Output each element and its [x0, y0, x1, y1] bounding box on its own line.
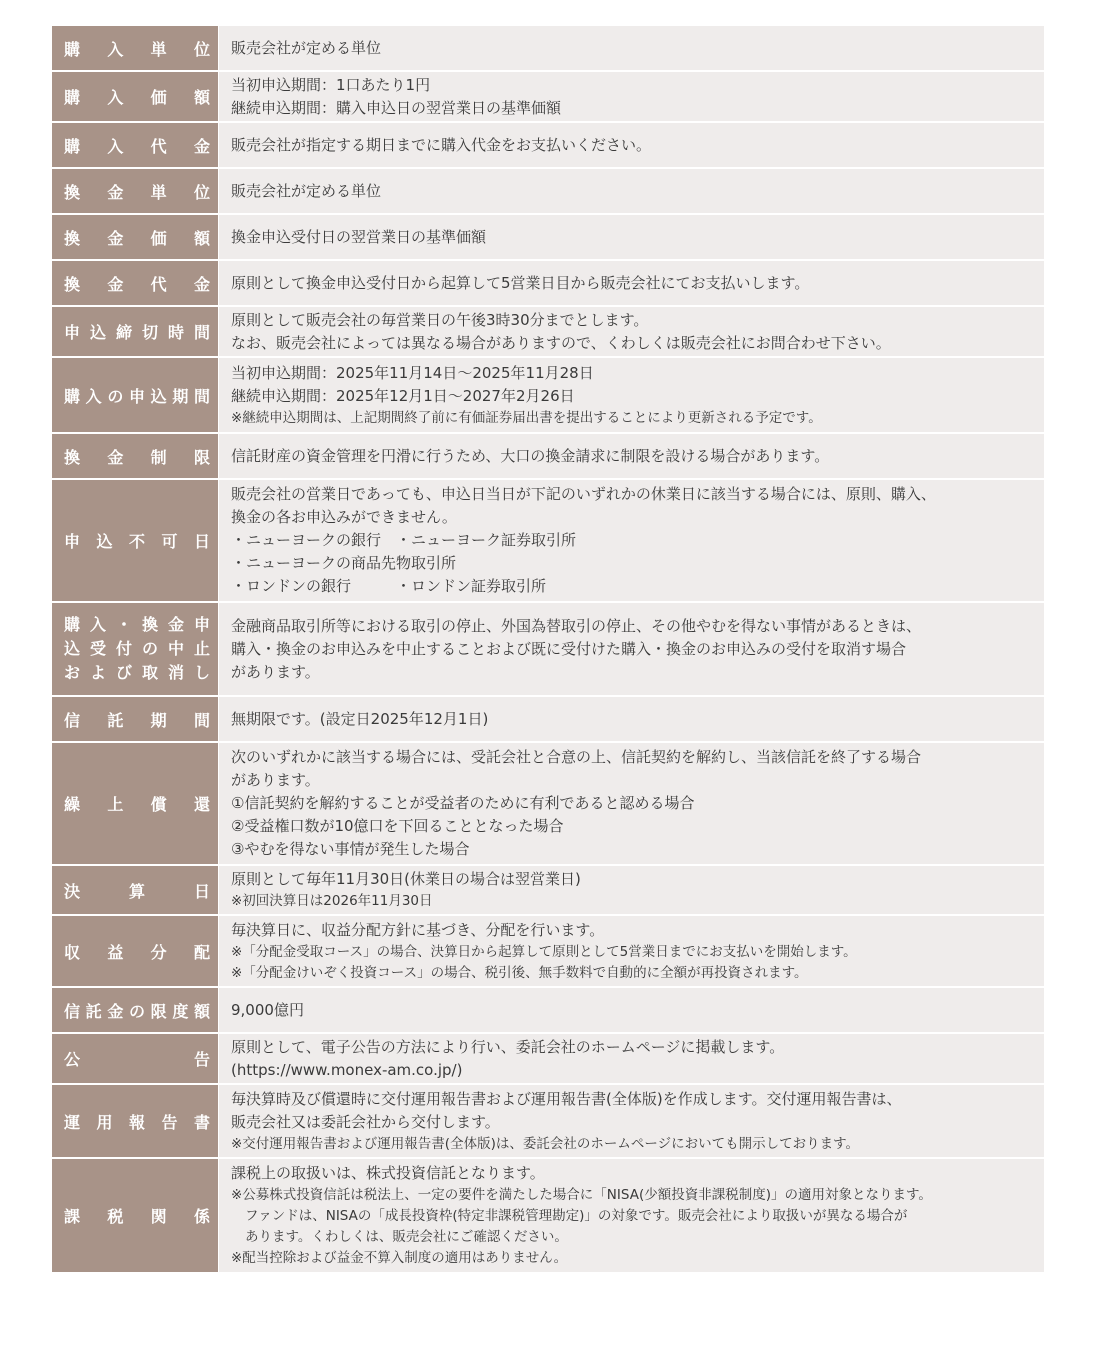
label-line: および取消し — [64, 663, 210, 682]
value-line: 毎決算時及び償還時に交付運用報告書および運用報告書(全体版)を作成します。交付運用報告書は、 — [231, 1089, 902, 1108]
value-note: ※配当控除および益金不算入制度の適用はありません。 — [231, 1250, 568, 1266]
row-label: 換金代金 — [52, 261, 218, 305]
value-line: 原則として販売会社の毎営業日の午後3時30分までとします。 — [231, 310, 649, 329]
value-line: (https://www.monex-am.co.jp/) — [231, 1060, 463, 1079]
row-application-period — [52, 358, 1044, 432]
value-line: ①信託契約を解約することが受益者のために有利であると認める場合 — [231, 794, 695, 812]
row-label: 課税関係 — [52, 1159, 218, 1272]
row-value — [219, 434, 1044, 478]
row-label: 繰上償還 — [52, 743, 218, 864]
value-note: ※継続申込期間は、上記期間終了前に有価証券届出書を提出することにより更新される予定です。 — [231, 409, 822, 426]
row-label: 購入価額 — [52, 72, 218, 121]
row-redemption-limit — [52, 434, 1044, 478]
value-line: があります。 — [231, 662, 320, 681]
row-label: 申込不可日 — [52, 480, 218, 601]
value-note: あります。くわしくは、販売会社にご確認ください。 — [245, 1229, 568, 1245]
value-line: 販売会社又は委託会社から交付します。 — [231, 1112, 500, 1131]
value-line: ・ニューヨークの商品先物取引所 — [231, 554, 457, 572]
row-redemption-price — [52, 215, 1044, 259]
value-line: 信託財産の資金管理を円滑に行うため、大口の換金請求に制限を設ける場合があります。 — [231, 446, 830, 465]
row-public-notice — [52, 1034, 1044, 1083]
row-label: 購入単位 — [52, 26, 218, 70]
value-line: 原則として毎年11月30日(休業日の場合は翌営業日) — [231, 870, 581, 888]
value-line: 次のいずれかに該当する場合には、受託会社と合意の上、信託契約を解約し、当該信託を終了する場合 — [231, 748, 922, 766]
row-label: 換金単位 — [52, 169, 218, 213]
row-label: 決算日 — [52, 866, 218, 914]
row-value — [219, 215, 1044, 259]
value-line: 購入・換金のお申込みを中止することおよび既に受付けた購入・換金のお申込みの受付を取消す場合 — [231, 639, 907, 658]
row-label — [52, 603, 218, 695]
row-label: 購入の申込期間 — [52, 358, 218, 432]
value-line: 当初申込期間：2025年11月14日～2025年11月28日 — [231, 363, 594, 382]
row-purchase-unit — [52, 26, 1044, 70]
value-line: 毎決算日に、収益分配方針に基づき、分配を行います。 — [231, 920, 605, 939]
value-line: 換金申込受付日の翌営業日の基準価額 — [231, 227, 487, 246]
value-line: 販売会社が定める単位 — [231, 38, 382, 57]
row-non-business-days — [52, 480, 1044, 601]
value-note: ※初回決算日は2026年11月30日 — [231, 893, 433, 909]
row-value — [219, 307, 1044, 356]
value-line: 無期限です。(設定日2025年12月1日) — [231, 709, 489, 728]
value-note: ※交付運用報告書および運用報告書(全体版)は、委託会社のホームページにおいても開示しております。 — [231, 1135, 859, 1152]
value-line: ②受益権口数が10億口を下回ることとなった場合 — [231, 817, 564, 835]
row-label: 換金制限 — [52, 434, 218, 478]
row-taxation — [52, 1159, 1044, 1272]
row-label: 申込締切時間 — [52, 307, 218, 356]
row-value — [219, 743, 1044, 864]
row-label: 信託金の限度額 — [52, 988, 218, 1032]
row-management-report — [52, 1085, 1044, 1157]
label-line: 購入・換金申 — [64, 615, 210, 634]
row-redemption-payment — [52, 261, 1044, 305]
row-value — [219, 261, 1044, 305]
row-cutoff-time — [52, 307, 1044, 356]
row-label: 運用報告書 — [52, 1085, 218, 1157]
value-line: 金融商品取引所等における取引の停止、外国為替取引の停止、その他やむを得ない事情があるときは、 — [231, 616, 922, 635]
row-value — [219, 603, 1044, 695]
row-label: 収益分配 — [52, 916, 218, 986]
row-early-redemption — [52, 743, 1044, 864]
row-value — [219, 866, 1044, 914]
value-line: 原則として、電子公告の方法により行い、委託会社のホームページに掲載します。 — [231, 1037, 785, 1056]
value-line: ・ロンドンの銀行 ・ロンドン証券取引所 — [231, 577, 547, 595]
value-line: ③やむを得ない事情が発生した場合 — [231, 840, 470, 858]
row-value — [219, 1085, 1044, 1157]
row-value — [219, 72, 1044, 121]
value-line: 販売会社の営業日であっても、申込日当日が下記のいずれかの休業日に該当する場合には、原則、購入、 — [231, 485, 936, 503]
value-line: 継続申込期間：購入申込日の翌営業日の基準価額 — [231, 98, 562, 117]
value-line: 9,000億円 — [231, 1000, 304, 1019]
value-line: ・ニューヨークの銀行 ・ニューヨーク証券取引所 — [231, 531, 577, 549]
row-label: 購入代金 — [52, 123, 218, 167]
row-label: 換金価額 — [52, 215, 218, 259]
row-label: 信託期間 — [52, 697, 218, 741]
row-redemption-unit — [52, 169, 1044, 213]
row-value — [219, 1034, 1044, 1083]
value-line: なお、販売会社によっては異なる場合がありますので、くわしくは販売会社にお問合わせ下さい。 — [231, 333, 891, 352]
value-line: 販売会社が定める単位 — [231, 181, 382, 200]
value-line: 換金の各お申込みができません。 — [231, 508, 457, 526]
row-value — [219, 697, 1044, 741]
row-trust-limit — [52, 988, 1044, 1032]
value-note: ※公募株式投資信託は税法上、一定の要件を満たした場合に「NISA(少額投資非課税制度)」の適用対象となります。 — [231, 1187, 932, 1203]
row-value — [219, 123, 1044, 167]
value-line: 原則として換金申込受付日から起算して5営業日目から販売会社にてお支払いします。 — [231, 273, 810, 292]
value-line: 販売会社が指定する期日までに購入代金をお支払いください。 — [231, 135, 652, 154]
label-line: 込受付の中止 — [64, 639, 210, 658]
row-value — [219, 1159, 1044, 1272]
row-value — [219, 988, 1044, 1032]
row-purchase-price — [52, 72, 1044, 121]
row-value — [219, 26, 1044, 70]
row-value — [219, 480, 1044, 601]
value-line: 当初申込期間：1口あたり1円 — [231, 75, 431, 94]
row-trust-period — [52, 697, 1044, 741]
row-income-distribution — [52, 916, 1044, 986]
value-note: ※「分配金受取コース」の場合、決算日から起算して原則として5営業日までにお支払いを開始します。 — [231, 943, 857, 960]
value-line: 課税上の取扱いは、株式投資信託となります。 — [231, 1164, 545, 1182]
row-value — [219, 916, 1044, 986]
row-value — [219, 358, 1044, 432]
value-line: があります。 — [231, 771, 320, 789]
row-value — [219, 169, 1044, 213]
row-label: 公告 — [52, 1034, 218, 1083]
value-line: 継続申込期間：2025年12月1日～2027年2月26日 — [231, 386, 575, 405]
value-note: ファンドは、NISAの「成長投資枠(特定非課税管理勘定)」の対象です。販売会社により取扱いが異なる場合が — [245, 1208, 908, 1224]
fund-terms-table — [52, 26, 1044, 1274]
row-settlement-date — [52, 866, 1044, 914]
row-purchase-payment — [52, 123, 1044, 167]
row-suspension-cancellation — [52, 603, 1044, 695]
value-note: ※「分配金けいぞく投資コース」の場合、税引後、無手数料で自動的に全額が再投資されます。 — [231, 964, 808, 981]
